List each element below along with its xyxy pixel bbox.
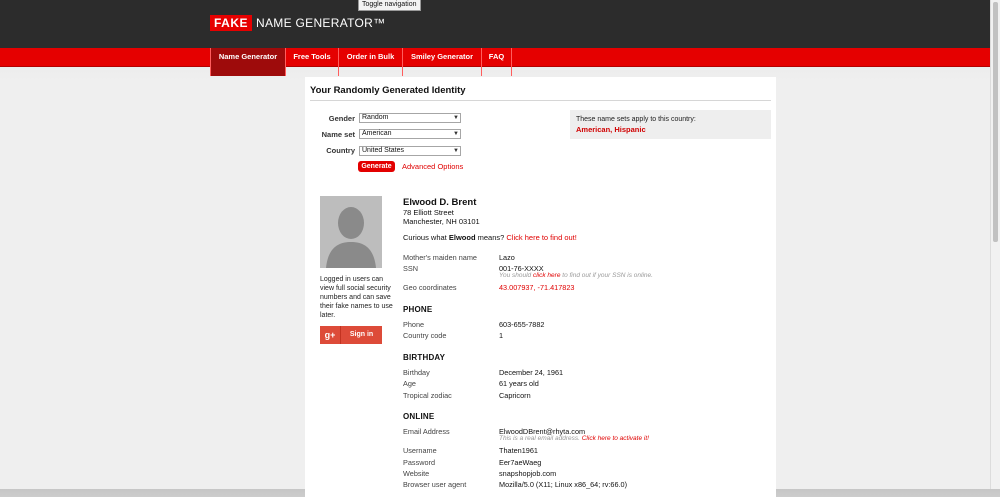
gender-select[interactable] xyxy=(359,113,461,123)
country-code-value: 1 xyxy=(499,331,504,340)
login-promo-text: Logged in users can view full social security numbers and can save their fake names to use later. xyxy=(320,276,393,319)
birthday-value: December 24, 1961 xyxy=(499,368,564,377)
email-note-pre: This is a real email address. xyxy=(499,435,582,442)
phone-heading: PHONE xyxy=(403,305,433,314)
username-value: Thaten1961 xyxy=(499,446,538,455)
website-value: snapshopjob.com xyxy=(499,469,557,478)
signin-label: Sign in xyxy=(349,331,374,338)
nameset-select-value: American xyxy=(362,130,392,137)
ssn-check-link[interactable]: click here xyxy=(532,272,561,279)
nav-smiley-generator[interactable]: Smiley Generator xyxy=(402,48,481,76)
nav-name-generator[interactable]: Name Generator xyxy=(210,48,285,76)
password-value: Eer7aeWaeg xyxy=(499,458,542,467)
country-namesets[interactable]: American, Hispanic xyxy=(576,125,646,134)
chevron-down-icon: ▼ xyxy=(453,148,459,154)
identity-panel xyxy=(305,77,776,497)
page-title: Your Randomly Generated Identity xyxy=(310,85,466,96)
address-street: 78 Elliott Street xyxy=(403,208,454,217)
google-signin-button[interactable] xyxy=(320,326,382,344)
gender-select-value: Random xyxy=(362,114,389,121)
geo-label: Geo coordinates xyxy=(403,283,457,292)
person-silhouette-icon xyxy=(320,196,382,268)
nameset-label: Name set xyxy=(321,130,355,139)
nav-order-in-bulk[interactable]: Order in Bulk xyxy=(338,48,402,76)
title-divider xyxy=(310,100,771,101)
activate-email-link[interactable]: Click here to activate it! xyxy=(581,435,649,442)
country-label: Country xyxy=(326,146,355,155)
name-meaning-link[interactable]: Click here to find out! xyxy=(506,233,577,242)
phone-label: Phone xyxy=(403,320,425,329)
username-label: Username xyxy=(403,446,437,455)
maiden-name-value: Lazo xyxy=(499,253,515,262)
zodiac-value: Capricorn xyxy=(499,391,531,400)
maiden-name-label: Mother's maiden name xyxy=(403,253,477,262)
zodiac-label: Tropical zodiac xyxy=(403,391,452,400)
logo-fake-badge: FAKE xyxy=(210,15,252,31)
generate-button[interactable]: Generate xyxy=(358,161,395,172)
user-agent-label: Browser user agent xyxy=(403,480,467,489)
country-select-value: United States xyxy=(362,147,405,154)
identity-name: Elwood D. Brent xyxy=(403,197,477,208)
curious-mid: means? xyxy=(475,233,507,242)
ssn-note xyxy=(499,272,653,279)
site-header xyxy=(0,0,990,48)
chevron-down-icon: ▼ xyxy=(453,131,459,137)
country-nameset-info xyxy=(570,110,771,139)
email-label: Email Address xyxy=(403,427,450,436)
curious-prefix: Curious what xyxy=(403,233,449,242)
country-select[interactable] xyxy=(359,146,461,156)
birthday-label: Birthday xyxy=(403,368,430,377)
birthday-heading: BIRTHDAY xyxy=(403,353,446,362)
google-plus-icon: g+ xyxy=(320,326,341,344)
chevron-down-icon: ▼ xyxy=(453,115,459,121)
gender-label: Gender xyxy=(328,114,355,123)
advanced-options-link[interactable]: Advanced Options xyxy=(402,162,464,171)
email-value: ElwoodDBrent@rhyta.com xyxy=(499,427,586,436)
ssn-label: SSN xyxy=(403,264,419,273)
nav-free-tools[interactable]: Free Tools xyxy=(285,48,338,76)
age-value: 61 years old xyxy=(499,379,539,388)
avatar xyxy=(320,196,382,268)
age-label: Age xyxy=(403,379,416,388)
vertical-scrollbar[interactable] xyxy=(990,0,1000,489)
email-note xyxy=(499,435,649,442)
country-info-text: These name sets apply to this country: xyxy=(576,116,696,123)
toggle-navigation-button[interactable]: Toggle navigation xyxy=(358,0,421,11)
address-city: Manchester, NH 03101 xyxy=(403,217,480,226)
geo-coordinates-link[interactable]: 43.007937, -71.417823 xyxy=(499,283,575,292)
password-label: Password xyxy=(403,458,436,467)
phone-value: 603-655-7882 xyxy=(499,320,545,329)
curious-first-name: Elwood xyxy=(448,233,476,242)
logo-text: NAME GENERATOR™ xyxy=(256,16,386,30)
online-heading: ONLINE xyxy=(403,412,435,421)
user-agent-value: Mozilla/5.0 (X11; Linux x86_64; rv:66.0) xyxy=(499,480,628,489)
ssn-value: 001-76-XXXX xyxy=(499,264,544,273)
nameset-select[interactable] xyxy=(359,129,461,139)
scrollbar-thumb[interactable] xyxy=(993,2,998,242)
nav-faq[interactable]: FAQ xyxy=(481,48,512,76)
country-code-label: Country code xyxy=(403,331,447,340)
site-logo[interactable] xyxy=(210,15,385,31)
website-label: Website xyxy=(403,469,430,478)
name-meaning-line xyxy=(403,233,577,242)
ssn-note-pre: You should xyxy=(499,272,533,279)
main-nav xyxy=(0,48,990,67)
ssn-note-post: to find out if your SSN is online. xyxy=(560,272,653,279)
